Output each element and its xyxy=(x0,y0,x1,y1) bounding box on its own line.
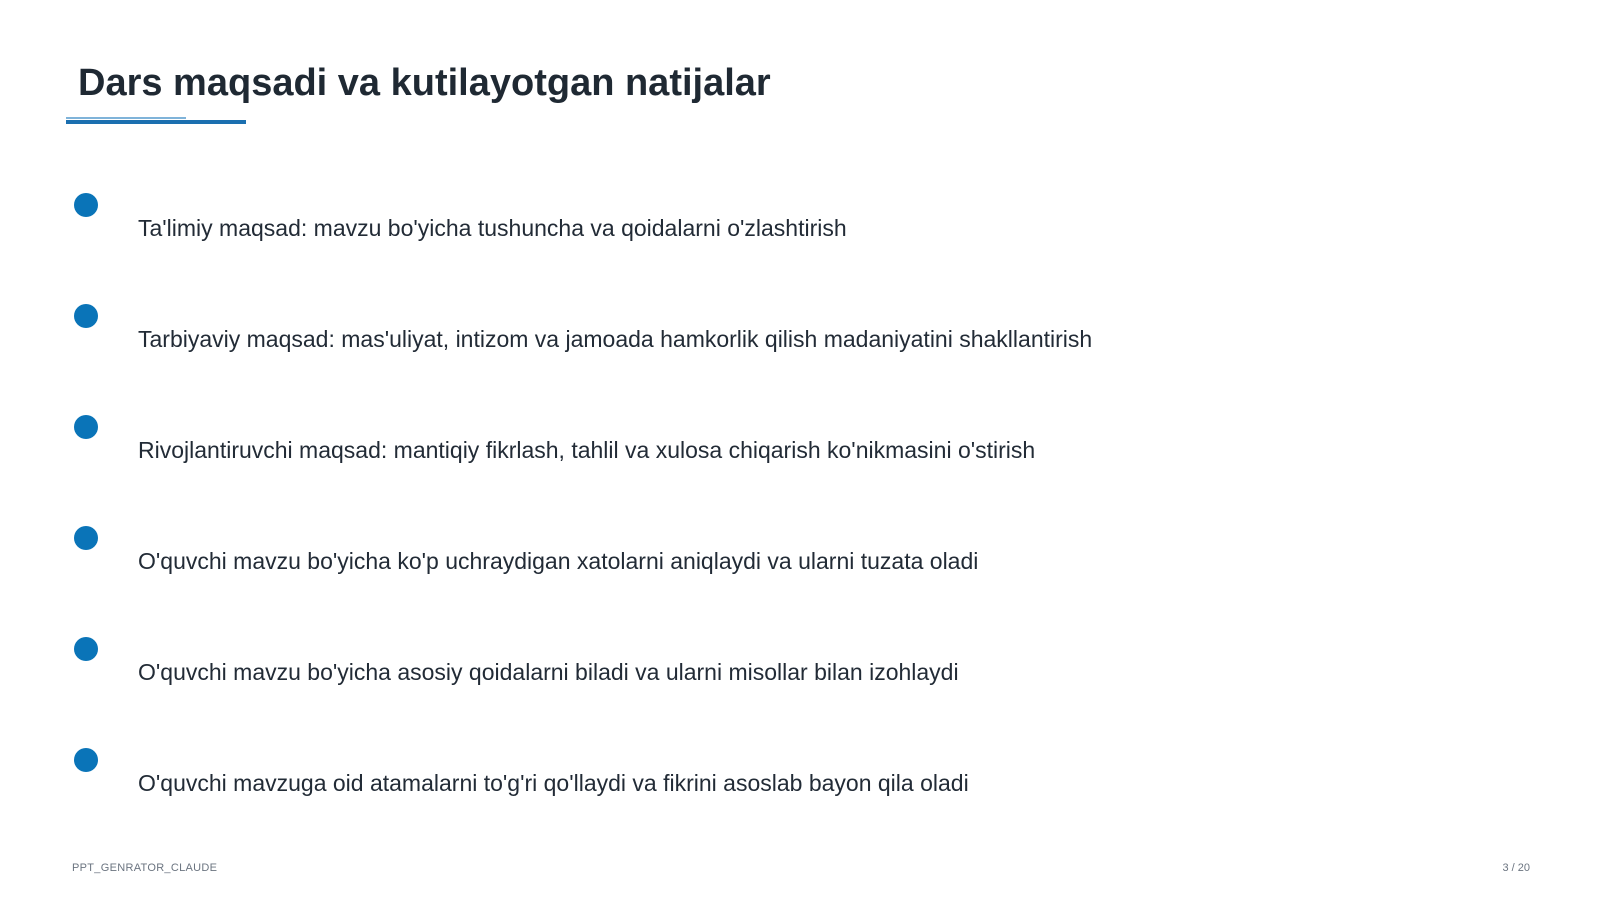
bullet-item xyxy=(0,637,1300,697)
slide-title: Dars maqsadi va kutilayotgan natijalar xyxy=(78,62,771,104)
bullet-text: O'quvchi mavzuga oid atamalarni to'g'ri qo'llaydi va fikrini asoslab bayon qila oladi xyxy=(138,770,969,796)
bullet-text: Rivojlantiruvchi maqsad: mantiqiy fikrlash, tahlil va xulosa chiqarish ko'nikmasini o'stirish xyxy=(138,437,1036,463)
page-indicator: 3 / 20 xyxy=(1502,862,1530,874)
bullet-item xyxy=(0,193,1300,253)
bullet-item xyxy=(0,526,1300,586)
bullet-item xyxy=(0,304,1300,364)
title-underline xyxy=(66,120,246,124)
bullet-text: Ta'limiy maqsad: mavzu bo'yicha tushuncha va qoidalarni o'zlashtirish xyxy=(138,215,847,241)
bullet-dot-icon xyxy=(74,526,98,550)
bullet-item xyxy=(0,415,1300,475)
bullet-dot-icon xyxy=(74,304,98,328)
bullet-dot-icon xyxy=(74,748,98,772)
bullet-dot-icon xyxy=(74,637,98,661)
bullet-dot-icon xyxy=(74,415,98,439)
bullet-dot-icon xyxy=(74,193,98,217)
footer-label: PPT_GENRATOR_CLAUDE xyxy=(72,862,218,874)
bullet-text: O'quvchi mavzu bo'yicha asosiy qoidalarni biladi va ularni misollar bilan izohlaydi xyxy=(138,659,959,685)
bullet-item xyxy=(0,748,1300,808)
bullet-text: Tarbiyaviy maqsad: mas'uliyat, intizom va jamoada hamkorlik qilish madaniyatini shakllantirish xyxy=(138,326,1093,352)
bullet-text: O'quvchi mavzu bo'yicha ko'p uchraydigan xatolarni aniqlaydi va ularni tuzata oladi xyxy=(138,548,979,574)
